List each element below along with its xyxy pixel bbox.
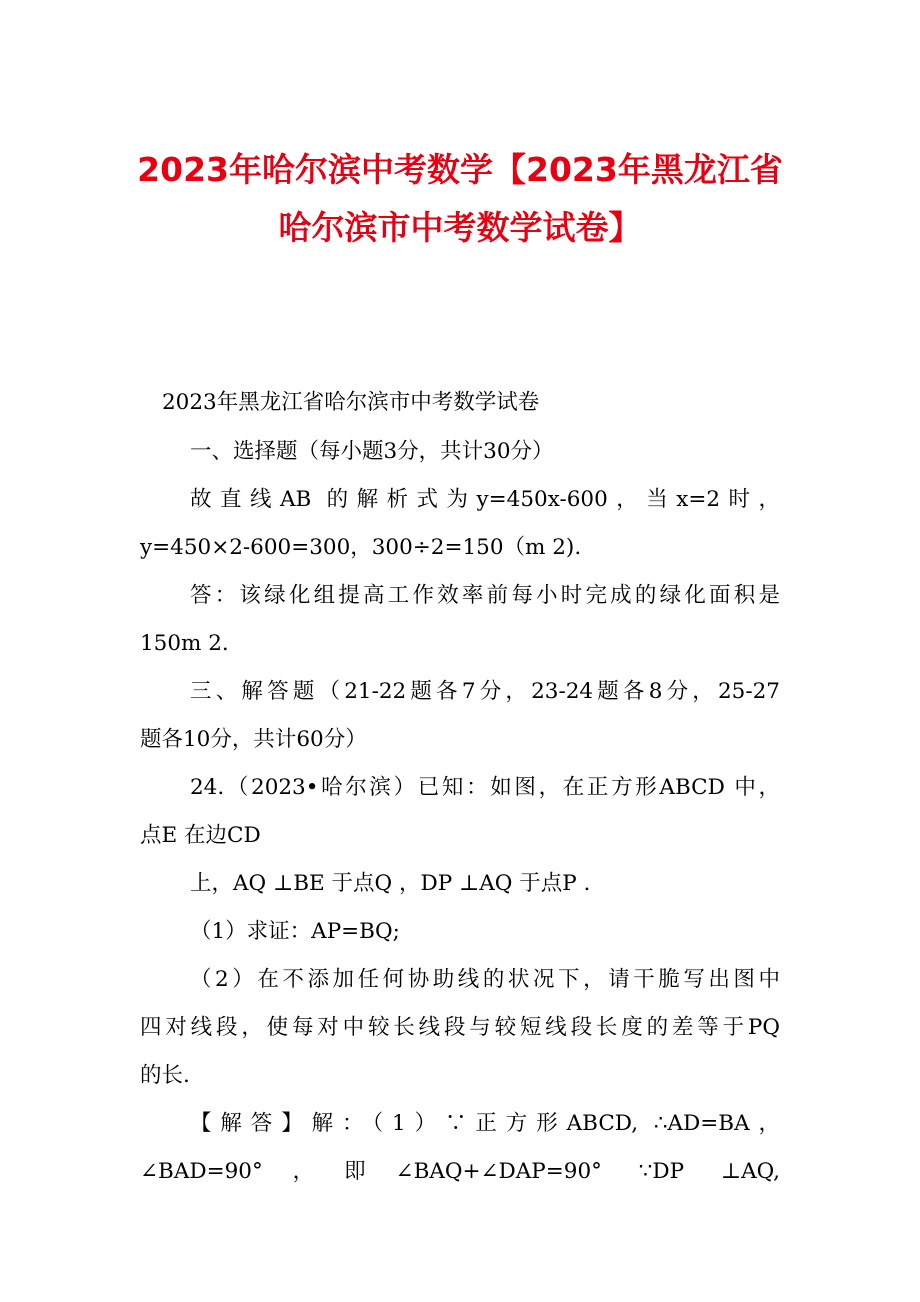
section-heading-choice: 一、选择题（每小题3分，共计30分） xyxy=(190,439,554,464)
paper-heading: 2023年黑龙江省哈尔滨市中考数学试卷 xyxy=(162,390,540,415)
body-line: 的长. xyxy=(140,1063,190,1088)
question-24: 24.（2023•哈尔滨）已知：如图，在正方形ABCD 中， xyxy=(190,775,780,800)
body-line: 150m 2. xyxy=(140,631,229,656)
sub-question-1: （1）求证：AP=BQ; xyxy=(190,919,400,944)
sub-question-2: （2）在不添加任何协助线的状况下，请干脆写出图中 xyxy=(190,967,780,992)
body-line: 四对线段，使每对中较长线段与较短线段长度的差等于PQ xyxy=(140,1015,780,1040)
body-line: 上，AQ ⊥BE 于点Q ，DP ⊥AQ 于点P . xyxy=(190,871,591,896)
body-line: 题各10分，共计60分） xyxy=(140,727,367,752)
document-title-line-2: 哈尔滨市中考数学试卷】 xyxy=(278,208,642,247)
section-heading-answers: 三、解答题（21-22题各7分，23-24题各8分，25-27 xyxy=(190,679,780,704)
body-line: 故直线AB 的解析式为y=450x-600，当x=2时， xyxy=(190,487,780,512)
body-line: 点E 在边CD xyxy=(140,823,261,848)
body-line: y=450×2-600=300，300÷2=150（m 2). xyxy=(140,535,582,560)
body-line: 答：该绿化组提高工作效率前每小时完成的绿化面积是 xyxy=(190,583,780,608)
document-title-line-1: 2023年哈尔滨中考数学【2023年黑龙江省 xyxy=(137,150,783,189)
solution-line: ∠BAD=90°，即∠BAQ+∠DAP=90° ∵DP ⊥AQ, xyxy=(140,1159,780,1184)
solution-line: 【解答】解：（1）∵正方形ABCD, ∴AD=BA， xyxy=(190,1111,780,1136)
